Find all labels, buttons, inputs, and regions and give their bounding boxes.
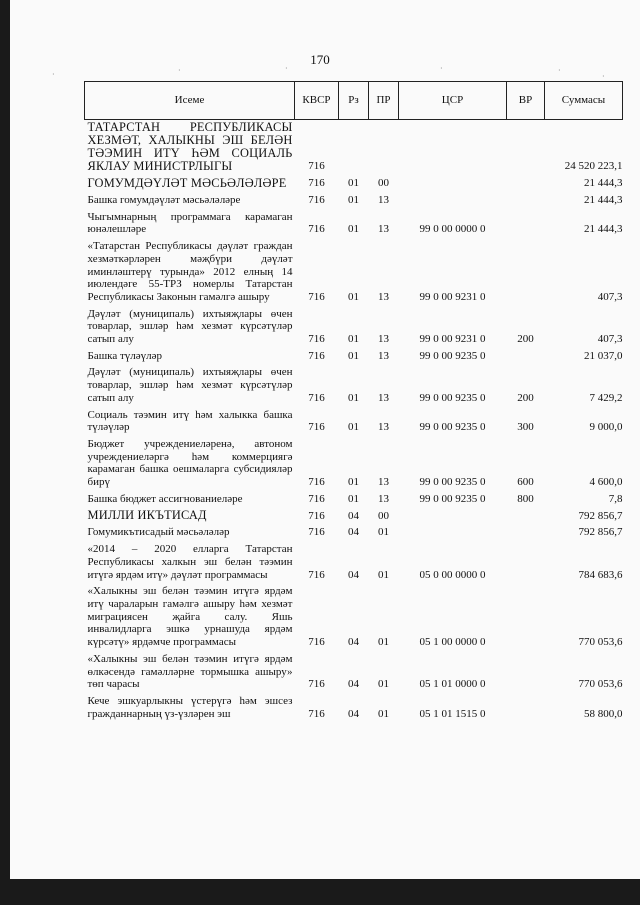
row-name: Кече эшкуарлыкны үстерүгә һәм эшсез гражданнарның үз-үзләрен эш — [87, 694, 293, 720]
row-pr: 13 — [378, 421, 389, 434]
row-kvsr: 716 — [308, 160, 325, 173]
row-kvsr: 716 — [308, 678, 325, 691]
row-csr: 99 0 00 9235 0 — [419, 349, 486, 362]
row-vr — [507, 584, 545, 652]
row-name: Башка бюджет ассигнованиеләре — [87, 492, 243, 505]
row-name: ТАТАРСТАН РЕСПУБЛИКАСЫ ХЕЗМӘТ, ХАЛЫКНЫ ЭШ БЕЛӘН ТӘЭМИН ИТҮ ҺӘМ СОЦИАЛЬ ЯКЛАУ МИНИСТРЛЫГЫ — [87, 120, 293, 173]
row-rz: 04 — [348, 526, 359, 539]
row-sum: 9 000,0 — [589, 421, 623, 434]
page-number: 170 — [310, 52, 330, 67]
row-rz: 01 — [348, 333, 359, 346]
scan-speck: · — [52, 70, 55, 79]
row-vr — [507, 193, 545, 210]
scan-speck: · — [440, 64, 443, 73]
row-kvsr: 716 — [308, 194, 325, 206]
row-name: МИЛЛИ ИКЪТИСАД — [87, 508, 207, 523]
table-row — [85, 365, 623, 407]
table-row — [85, 349, 623, 366]
row-csr: 05 0 00 0000 0 — [419, 568, 486, 581]
row-sum: 21 444,3 — [584, 194, 623, 206]
row-rz: 01 — [348, 194, 359, 206]
row-pr: 13 — [378, 194, 389, 206]
row-csr: 99 0 00 0000 0 — [419, 223, 486, 236]
row-kvsr: 716 — [308, 568, 325, 581]
row-rz: 01 — [348, 492, 359, 505]
row-sum: 770 053,6 — [578, 636, 623, 649]
row-rz: 04 — [348, 568, 359, 581]
row-name: Дәүләт (муниципаль) ихтыяҗлары өчен товарлар, эшләр һәм хезмәт күрсәтүләр сатып алу — [87, 366, 293, 404]
row-vr — [507, 349, 545, 366]
row-sum: 792 856,7 — [578, 509, 623, 522]
row-sum: 21 444,3 — [584, 223, 623, 236]
row-kvsr: 716 — [308, 707, 325, 720]
row-kvsr: 716 — [308, 476, 325, 489]
table-row — [85, 193, 623, 210]
row-vr — [507, 239, 545, 307]
row-kvsr: 716 — [308, 492, 325, 505]
row-name: «Татарстан Республикасы дәүләт граждан хезмәткәрләрен мәҗбүри дәүләт иминләштерү турында» 2012 елның 14 июлендәге 55-ТРЗ номерлы Татарстан Республикасы Законын гамәлгә ашыру — [87, 240, 293, 303]
row-rz: 01 — [348, 290, 359, 303]
row-name: ГОМУМДӘҮЛӘТ МӘСЬӘЛӘЛӘРЕ — [87, 176, 287, 190]
row-name: Социаль тәэмин итү һәм халыкка башка түләүләр — [87, 408, 293, 434]
table-row — [85, 652, 623, 694]
table-row — [85, 508, 623, 525]
row-pr: 13 — [378, 349, 389, 362]
row-pr: 01 — [378, 707, 389, 720]
row-name: Бюджет учреждениеләренә, автоном учреждениеләргә һәм коммерциягә карамаган башка оешмаларга субсидияләр бирү — [87, 437, 293, 489]
table-row — [85, 694, 623, 723]
row-kvsr: 716 — [308, 349, 325, 362]
table-header-row — [85, 82, 623, 120]
table-row — [85, 239, 623, 307]
row-vr — [507, 210, 545, 239]
row-rz: 01 — [348, 349, 359, 362]
row-kvsr: 716 — [308, 421, 325, 434]
row-vr — [507, 652, 545, 694]
row-sum: 7,8 — [608, 492, 623, 505]
row-pr: 13 — [378, 476, 389, 489]
row-csr — [399, 508, 507, 525]
row-name: Гомумикътисадый мәсьәләләр — [87, 526, 230, 539]
row-pr: 00 — [378, 509, 389, 522]
row-sum: 24 520 223,1 — [564, 160, 623, 173]
row-sum: 407,3 — [597, 333, 623, 346]
row-rz: 01 — [348, 223, 359, 236]
row-csr — [399, 193, 507, 210]
row-kvsr: 716 — [308, 526, 325, 539]
row-rz: 04 — [348, 707, 359, 720]
scan-speck: · — [285, 64, 288, 73]
header-kvsr: КВСР — [295, 82, 339, 120]
row-pr: 01 — [378, 678, 389, 691]
table-row — [85, 542, 623, 584]
row-pr: 13 — [378, 391, 389, 404]
row-vr — [507, 542, 545, 584]
header-sum: Суммасы — [545, 82, 623, 120]
row-vr: 800 — [517, 492, 534, 505]
row-rz: 04 — [348, 509, 359, 522]
row-name: «Халыкны эш белән тәэмин итүгә ярдәм итү чараларын гамәлгә ашыру һәм хезмәт миграциясен җайга салу. Яшь инвалидларга эшкә урнашуда ярдәм күрсәтү» ярдәмче программасы — [87, 585, 293, 649]
row-pr: 13 — [378, 492, 389, 505]
header-name: Исеме — [85, 82, 295, 120]
row-kvsr: 716 — [308, 391, 325, 404]
row-sum: 784 683,6 — [578, 568, 623, 581]
row-pr: 01 — [378, 568, 389, 581]
row-csr: 99 0 00 9235 0 — [419, 492, 486, 505]
row-sum: 792 856,7 — [578, 526, 623, 539]
row-vr: 300 — [517, 421, 534, 434]
row-kvsr: 716 — [308, 290, 325, 303]
row-name: «Халыкны эш белән тәэмин итүгә ярдәм өлкәсендә гамәлләрне тормышка ашыру» төп чарасы — [87, 652, 293, 691]
row-sum: 7 429,2 — [589, 391, 623, 404]
table-row — [85, 492, 623, 509]
row-name: Башка гомумдәүләт мәсьәләләре — [87, 194, 241, 206]
row-rz: 01 — [348, 177, 359, 190]
scan-speck: · — [178, 66, 181, 75]
row-vr — [507, 120, 545, 177]
row-sum: 4 600,0 — [589, 476, 623, 489]
row-rz: 04 — [348, 636, 359, 649]
row-csr: 05 1 01 0000 0 — [419, 678, 486, 691]
row-csr: 05 1 01 1515 0 — [419, 707, 486, 720]
row-vr — [507, 176, 545, 193]
row-csr — [399, 176, 507, 193]
table-row — [85, 176, 623, 193]
row-kvsr: 716 — [308, 509, 325, 522]
row-name: Дәүләт (муниципаль) ихтыяҗлары өчен товарлар, эшләр һәм хезмәт күрсәтүләр сатып алу — [87, 307, 293, 346]
row-vr: 200 — [517, 391, 534, 404]
row-name: «2014 – 2020 елларга Татарстан Республикасы халкын эш белән тәэмин итүгә ярдәм итү» дәүләт программасы — [87, 543, 293, 581]
row-csr: 99 0 00 9235 0 — [419, 421, 486, 434]
header-csr: ЦСР — [399, 82, 507, 120]
row-pr: 01 — [378, 636, 389, 649]
row-vr: 600 — [517, 476, 534, 489]
row-sum: 407,3 — [597, 290, 623, 303]
table-row — [85, 120, 623, 177]
row-csr: 99 0 00 9235 0 — [419, 391, 486, 404]
table-row — [85, 307, 623, 349]
row-csr: 99 0 00 9231 0 — [419, 290, 486, 303]
row-pr: 01 — [378, 526, 389, 539]
header-rz: Рз — [339, 82, 369, 120]
row-kvsr: 716 — [308, 223, 325, 236]
row-csr: 05 1 00 0000 0 — [419, 636, 486, 649]
header-pr: ПР — [369, 82, 399, 120]
table-row — [85, 437, 623, 492]
budget-table — [84, 81, 623, 723]
row-sum: 21 037,0 — [584, 349, 623, 362]
row-pr — [369, 120, 399, 177]
row-kvsr: 716 — [308, 333, 325, 346]
row-rz: 01 — [348, 391, 359, 404]
row-sum: 770 053,6 — [578, 678, 623, 691]
row-rz: 01 — [348, 421, 359, 434]
row-csr: 99 0 00 9231 0 — [419, 333, 486, 346]
table-row — [85, 584, 623, 652]
row-rz: 01 — [348, 476, 359, 489]
row-rz — [339, 120, 369, 177]
row-vr — [507, 508, 545, 525]
row-name: Чыгымнарның программага карамаган юнәлешләре — [87, 210, 293, 236]
row-csr: 99 0 00 9235 0 — [419, 476, 486, 489]
row-pr: 00 — [378, 177, 389, 190]
row-csr — [399, 120, 507, 177]
table-row — [85, 210, 623, 239]
scan-left-edge — [0, 0, 10, 905]
row-kvsr: 716 — [308, 177, 325, 190]
row-vr: 200 — [517, 333, 534, 346]
scan-bottom-edge — [0, 879, 640, 905]
scan-speck: · — [602, 72, 605, 81]
row-name: Башка түләүләр — [87, 349, 163, 362]
table-row — [85, 525, 623, 542]
row-sum: 21 444,3 — [584, 177, 623, 190]
row-rz: 04 — [348, 678, 359, 691]
row-sum: 58 800,0 — [584, 707, 623, 720]
row-pr: 13 — [378, 333, 389, 346]
row-csr — [399, 525, 507, 542]
row-vr — [507, 694, 545, 723]
scan-speck: · — [558, 66, 561, 75]
header-vr: ВР — [507, 82, 545, 120]
row-vr — [507, 525, 545, 542]
row-kvsr: 716 — [308, 636, 325, 649]
row-pr: 13 — [378, 290, 389, 303]
row-pr: 13 — [378, 223, 389, 236]
table-row — [85, 408, 623, 437]
